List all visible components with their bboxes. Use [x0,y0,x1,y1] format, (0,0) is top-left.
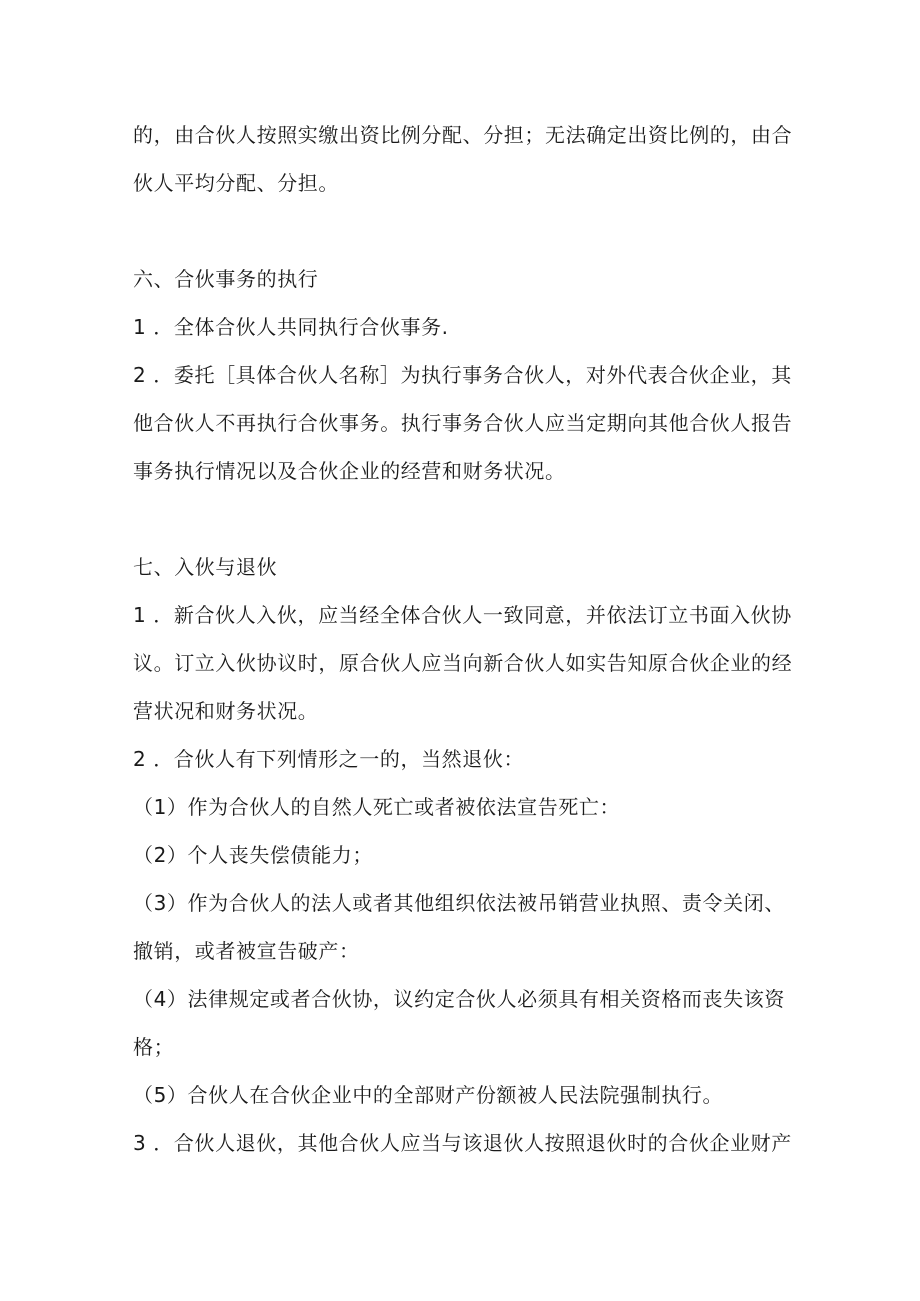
sub-list-item [133,879,793,975]
section-heading: 六、合伙事务的执行 [133,267,319,291]
text-line: 撤销，或者被宣告破产： [133,939,360,963]
text-line: 事务执行情况以及合伙企业的经营和财务状况。 [133,459,566,483]
list-item: 1 ．全体合伙人共同执行合伙事务. [133,315,449,339]
text-line: 的，由合伙人按照实缴出资比例分配、分担；无法确定出资比例的，由合 [133,123,793,147]
text-line: 伙人平均分配、分担。 [133,171,339,195]
section-heading: 七、入伙与退伙 [133,555,278,579]
section-admission-withdrawal [133,543,793,1167]
list-item: 2 ．合伙人有下列情形之一的，当然退伙： [133,747,525,771]
text-line: 格； [133,1035,175,1059]
section-spacer [133,207,793,255]
sub-list-item [133,975,793,1071]
document-body [133,111,793,1167]
text-line: 议。订立入伙协议时，原合伙人应当向新合伙人如实告知原合伙企业的经 [133,651,793,675]
text-line: （3）作为合伙人的法人或者其他组织依法被吊销营业执照、责令关闭、 [133,891,785,915]
sub-list-item: （2）个人丧失偿债能力； [133,843,373,867]
text-line: 1 ．新合伙人入伙，应当经全体合伙人一致同意，并依法订立书面入伙协 [133,603,792,627]
list-item [133,591,793,735]
text-line: （4）法律规定或者合伙协，议约定合伙人必须具有相关资格而丧失该资 [133,987,785,1011]
section-partnership-affairs [133,255,793,495]
text-line: 他合伙人不再执行合伙事务。执行事务合伙人应当定期向其他合伙人报告 [133,411,793,435]
paragraph-profit-sharing [133,111,793,207]
text-line: 2 ．委托［具体合伙人名称］为执行事务合伙人，对外代表合伙企业，其 [133,363,792,387]
list-item [133,351,793,495]
list-item: 3 ．合伙人退伙，其他合伙人应当与该退伙人按照退伙时的合伙企业财产 [133,1131,792,1155]
section-spacer [133,495,793,543]
sub-list-item: （5）合伙人在合伙企业中的全部财产份额被人民法院强制执行。 [133,1083,724,1107]
sub-list-item: （1）作为合伙人的自然人死亡或者被依法宣告死亡： [133,795,621,819]
text-line: 营状况和财务状况。 [133,699,319,723]
